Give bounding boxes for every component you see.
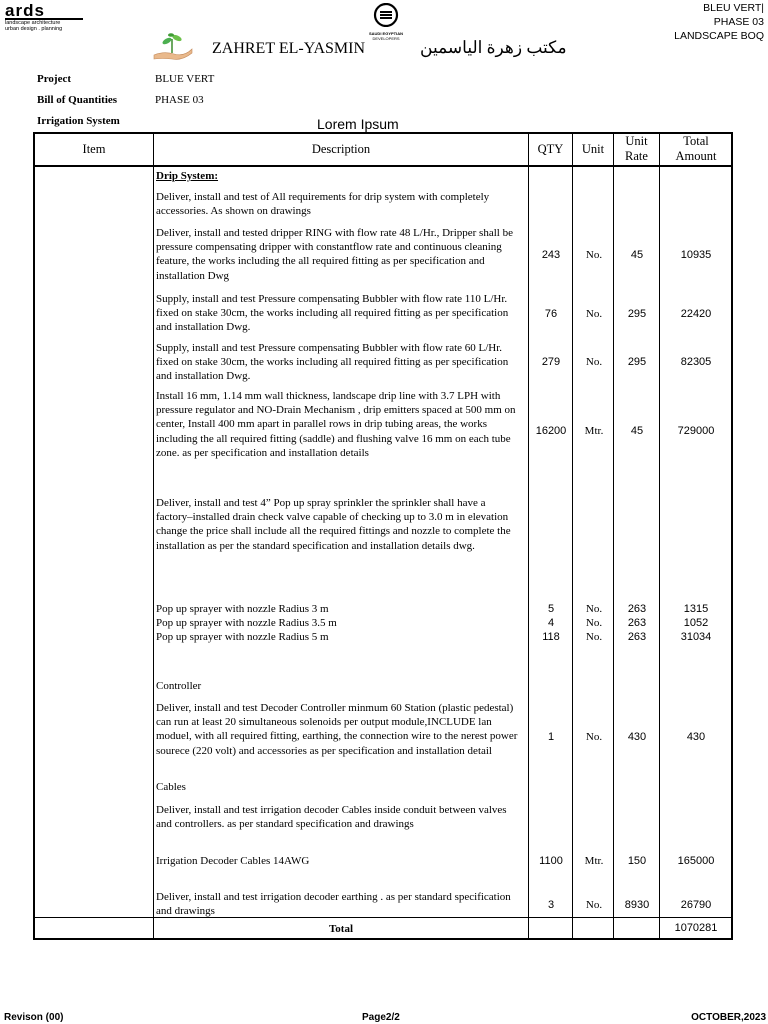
col-header-description: Description [311,142,371,156]
section-intro-popup: Deliver, install and test 4” Pop up spray sprinkler the sprinkler shall have a factory–installed drain check valve capable of checking up to 3.0 m in elevation change the price shall include all the required fittings and nozzle to complete the installation as per the standard specification and installation details dwg. [156,497,511,552]
line-item-description: Supply, install and test Pressure compensating Bubbler with flow rate 60 L/Hr. fixed on stake 30cm, the works including all required fitting as per specification and installation Dwg. [156,342,509,383]
boq-table [33,132,733,940]
page-number: Page2/2 [362,1012,400,1023]
project-value: BLUE VERT [155,73,215,85]
doc-ref-line: LANDSCAPE BOQ [674,30,764,42]
document-reference [674,1,764,43]
section-intro-drip: Deliver, install and test of All requirements for drip system with completely accessories. As shown on drawings [156,191,490,218]
total-label: Total [328,923,354,935]
line-item-description: Pop up sprayer with nozzle Radius 3 m [156,603,329,615]
company-logo [5,3,87,33]
line-item-qty: 4 [547,617,555,629]
section-heading-drip: Drip System: [156,170,219,182]
line-item-unit: Mtr. [584,855,604,867]
developer-subname: DEVELOPERS [372,35,400,41]
line-item-qty: 5 [547,603,555,615]
col-header-total-amount [660,134,732,164]
line-item-rate: 295 [627,308,647,320]
line-item-rate: 263 [627,631,647,643]
line-item-rate: 150 [627,855,647,867]
line-item-rate: 263 [627,603,647,615]
company-logo-tagline: urban design . planning [5,26,63,32]
col-header-unit-rate-line: Rate [625,149,648,163]
boq-value: PHASE 03 [155,94,204,106]
line-item-amount: 1052 [683,617,709,629]
doc-ref-line: PHASE 03 [713,16,764,28]
line-item-description: Deliver, install and test irrigation decoder earthing . as per standard specification and drawings [156,891,511,918]
line-item-amount: 26790 [680,899,712,911]
col-header-total-amount-line: Total [683,134,709,148]
doc-ref-line: BLEU VERT| [703,2,764,14]
line-item-amount: 10935 [680,249,712,261]
line-item-qty: 1100 [539,855,563,867]
developer-name: SAUDI EGYPTIAN [368,31,403,36]
line-item-description: Pop up sprayer with nozzle Radius 5 m [156,631,329,643]
line-item-rate: 263 [627,617,647,629]
column-divider [153,134,154,938]
line-item-description: Deliver, install and test Decoder Controller minmum 60 Station (plastic pedestal) can run at least 20 simultaneous solenoids per output module,INCLUDE lan moduel, with all required fitting, earthing, the connection wire to the nerest power sourece (220 volt) and accessories as per specification and installation detail [156,702,518,757]
document-date: OCTOBER,2023 [691,1012,766,1023]
section-heading-controller: Controller [156,680,202,692]
project-label: Project [37,73,71,85]
line-item-qty: 243 [541,249,561,261]
line-item-unit: Mtr. [584,425,604,437]
line-item-rate: 295 [627,356,647,368]
column-divider [659,134,660,938]
office-name-english: ZAHRET EL-YASMIN [212,40,366,57]
line-item-description: Install 16 mm, 1.14 mm wall thickness, landscape drip line with 3.7 LPH with pressure regulator and NO-Drain Mechanism , drip emitters spaced at 500 mm on center, Install 400 mm apart in parallel rows in drip tubing areas, the works including the all required fitting (saddle) and flushing valve 16 mm on each tube zone. as per specification and installation details [156,390,516,459]
line-item-amount: 430 [686,731,706,743]
office-name-arabic: مكتب زهرة الياسمين [420,38,567,57]
line-item-unit: No. [585,617,603,629]
line-item-unit: No. [585,356,603,368]
col-header-unit-rate-line: Unit [625,134,648,148]
line-item-rate: 8930 [624,899,650,911]
line-item-amount: 22420 [680,308,712,320]
boq-label: Bill of Quantities [37,94,118,106]
line-item-qty: 279 [541,356,561,368]
line-item-unit: No. [585,899,603,911]
col-header-total-amount-line: Amount [675,149,717,163]
developer-emblem-icon [372,3,400,27]
col-header-unit-rate [614,134,659,164]
line-item-rate: 45 [630,249,644,261]
line-item-description: Supply, install and test Pressure compensating Bubbler with flow rate 110 L/Hr. fixed on stake 30cm, the works including all required fitting as per specification and installation Dwg. [156,293,509,334]
line-item-unit: No. [585,249,603,261]
line-item-qty: 118 [542,631,560,643]
line-item-description: Irrigation Decoder Cables 14AWG [156,855,310,867]
table-title: Lorem Ipsum [317,116,399,132]
line-item-description: Pop up sprayer with nozzle Radius 3.5 m [156,617,337,629]
line-item-qty: 3 [547,899,555,911]
revision-label: Revison (00) [4,1012,64,1023]
section-intro-cables: Deliver, install and test irrigation decoder Cables inside conduit between valves and controllers. as per standard specification and drawings [156,804,507,831]
company-logo-tagline: landscape architecture [5,20,61,26]
line-item-description: Deliver, install and tested dripper RING with flow rate 48 L/Hr., Dripper shall be pressure compensating dripper with constantflow rate and continuous cleaning feature, the works including the all required fitting as per specification and installation Dwg [156,227,513,282]
line-item-qty: 1 [547,731,555,743]
line-item-unit: No. [585,731,603,743]
system-label: Irrigation System [37,115,120,127]
col-header-item: Item [82,142,106,156]
developer-logo [364,3,408,41]
hand-plant-icon [152,31,194,61]
line-item-amount: 82305 [680,356,712,368]
line-item-amount: 165000 [677,855,715,867]
company-logo-word: ards [5,3,83,20]
line-item-qty: 16200 [535,425,567,437]
header-divider [35,165,731,167]
line-item-qty: 76 [544,308,558,320]
total-amount: 1070281 [674,922,718,934]
line-item-rate: 430 [627,731,647,743]
line-item-rate: 45 [630,425,644,437]
line-item-unit: No. [585,308,603,320]
line-item-amount: 729000 [677,425,715,437]
section-heading-cables: Cables [156,781,186,793]
line-item-unit: No. [585,631,603,643]
col-header-qty: QTY [537,142,564,156]
col-header-unit: Unit [581,142,605,156]
line-item-amount: 1315 [683,603,709,615]
line-item-unit: No. [585,603,603,615]
line-item-amount: 31034 [680,631,712,643]
